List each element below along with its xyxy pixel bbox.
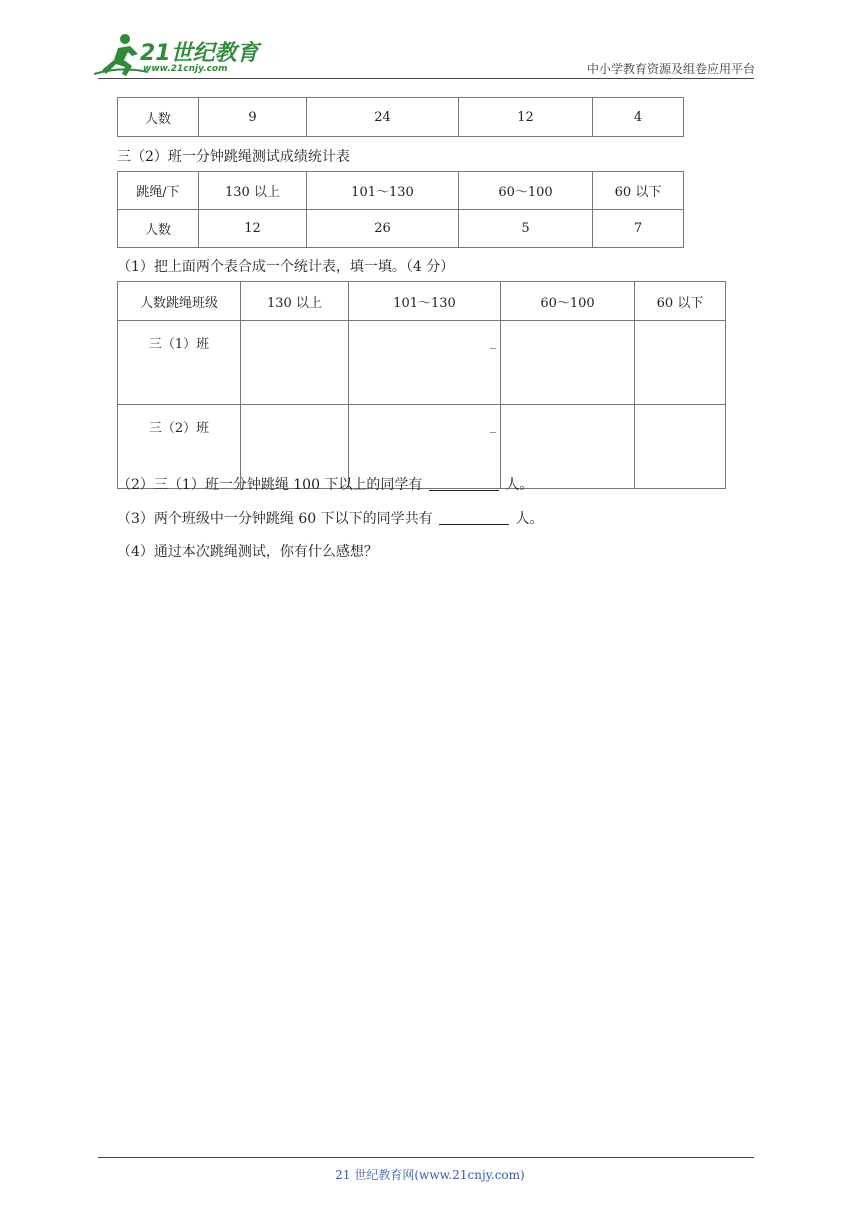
- table-header-cell: 人数跳绳班级: [118, 282, 241, 321]
- table-header-cell: 跳绳/下: [118, 172, 199, 210]
- question-4: （4）通过本次跳绳测试，你有什么感想？: [117, 544, 378, 560]
- header-platform-text: 中小学教育资源及组卷应用平台: [586, 62, 755, 76]
- table-cell: 9: [199, 98, 307, 137]
- table-cell: 人数: [118, 98, 199, 137]
- footer-text: 21 世纪教育网(www.21cnjy.com): [335, 1168, 525, 1182]
- logo-url: www.21cnjy.com: [143, 64, 228, 74]
- answer-cell[interactable]: [501, 321, 635, 405]
- answer-cell[interactable]: [635, 405, 726, 489]
- question-3: [117, 508, 544, 528]
- table-cell: 24: [307, 98, 459, 137]
- row-label-class2: 三（2）班: [118, 405, 241, 489]
- table-cell: 26: [307, 210, 459, 248]
- table-cell: 5: [459, 210, 593, 248]
- question-2: [117, 474, 533, 494]
- table-cell: 4: [593, 98, 684, 137]
- question-2-suffix: 人。: [505, 477, 534, 493]
- table-row: [118, 321, 726, 405]
- table-header-cell: 60 以下: [635, 282, 726, 321]
- footer-divider: [98, 1157, 754, 1158]
- table-header-cell: 60～100: [459, 172, 593, 210]
- answer-blank[interactable]: [429, 476, 499, 491]
- row-label-class1: 三（1）班: [118, 321, 241, 405]
- answer-blank[interactable]: [439, 510, 509, 525]
- table-header-cell: 60 以下: [593, 172, 684, 210]
- underscore-mark: _: [490, 335, 496, 349]
- answer-cell[interactable]: [635, 321, 726, 405]
- question-1: （1）把上面两个表合成一个统计表，填一填。（4 分）: [117, 259, 455, 275]
- table2-title: 三（2）班一分钟跳绳测试成绩统计表: [117, 149, 350, 165]
- table-header-cell: 101～130: [307, 172, 459, 210]
- table-cell: 12: [459, 98, 593, 137]
- table-header-cell: 101～130: [349, 282, 501, 321]
- question-3-suffix: 人。: [515, 511, 544, 527]
- table-cell: 12: [199, 210, 307, 248]
- page-header: [0, 0, 860, 80]
- answer-cell[interactable]: [349, 321, 501, 405]
- header-divider: [98, 78, 754, 79]
- table-header-cell: 130 以上: [199, 172, 307, 210]
- table-row: [118, 98, 684, 137]
- question-3-text: （3）两个班级中一分钟跳绳 60 下以下的同学共有: [117, 511, 433, 527]
- table-header-cell: 130 以上: [241, 282, 349, 321]
- combined-fill-table: [117, 281, 726, 489]
- class1-table-fragment: [117, 97, 684, 137]
- logo-text: 21世纪教育: [140, 41, 259, 66]
- table-cell: 7: [593, 210, 684, 248]
- table-header-row: [118, 282, 726, 321]
- question-2-text: （2）三（1）班一分钟跳绳 100 下以上的同学有: [117, 477, 423, 493]
- table-header-cell: 60～100: [501, 282, 635, 321]
- underscore-mark: _: [490, 419, 496, 433]
- table-header-row: [118, 172, 684, 210]
- table-row: [118, 210, 684, 248]
- table-cell: 人数: [118, 210, 199, 248]
- class2-table: [117, 171, 684, 248]
- answer-cell[interactable]: [241, 321, 349, 405]
